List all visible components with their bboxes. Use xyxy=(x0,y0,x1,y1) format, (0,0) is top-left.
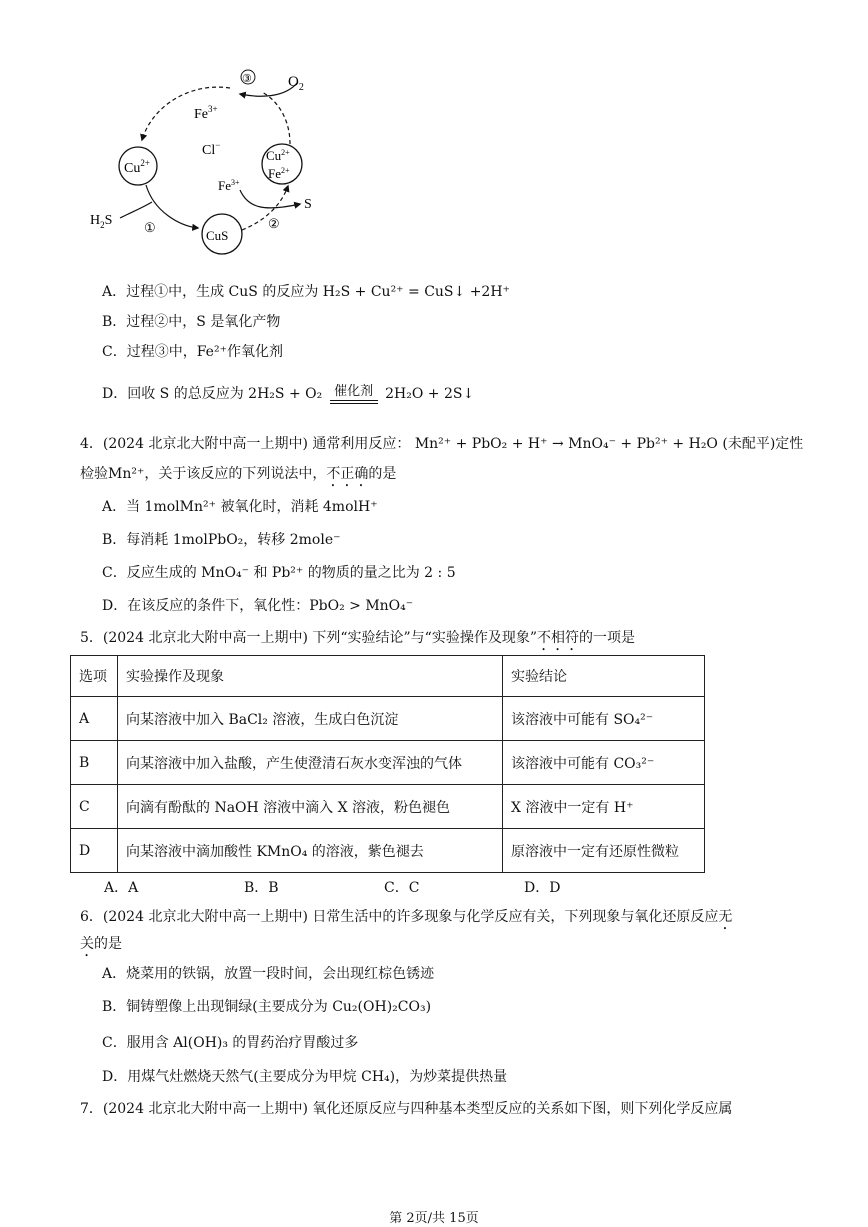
q7-stem: 7．(2024 北京北大附中高一上期中) 氧化还原反应与四种基本类型反应的关系如下图，则下列化学反应属 xyxy=(80,1101,733,1117)
table-cell: 向某溶液中滴加酸性 KMnO₄ 的溶液，紫色褪去 xyxy=(118,829,503,873)
table-row xyxy=(71,785,705,829)
fe3-mid-label: Fe xyxy=(218,178,231,193)
fe3-top-label: Fe xyxy=(194,107,208,122)
q6-option-b[interactable]: B．铜铸塑像上出现铜绿(主要成分为 Cu₂(OH)₂CO₃) xyxy=(102,999,432,1015)
q4-option-b[interactable]: B．每消耗 1molPbO₂，转移 2mole⁻ xyxy=(102,532,341,548)
q6-stem-line2: 关的是 xyxy=(80,936,122,952)
q4-stem-line2: 检验Mn²⁺，关于该反应的下列说法中，不正确的是 xyxy=(80,466,397,482)
q4-equation: Mn²⁺ + PbO₂ + H⁺ → MnO₄⁻ + Pb²⁺ + H₂O xyxy=(414,436,718,452)
table-row xyxy=(71,741,705,785)
q4-option-a[interactable]: A．当 1molMn²⁺ 被氧化时，消耗 4molH⁺ xyxy=(102,499,378,515)
table-cell: 该溶液中可能有 SO₄²⁻ xyxy=(503,697,705,741)
q4-option-c[interactable]: C．反应生成的 MnO₄⁻ 和 Pb²⁺ 的物质的量之比为 2 : 5 xyxy=(102,565,456,581)
table-cell: C xyxy=(71,785,118,829)
svg-text:O2: $O_2$ xyxy=(288,74,304,93)
s-label: S xyxy=(304,197,312,212)
q5-option-d[interactable]: D．D xyxy=(524,880,561,896)
q3-option-a[interactable]: A．过程①中，生成 CuS 的反应为 H₂S + Cu²⁺ = CuS↓ +2H⁺ xyxy=(102,284,510,300)
table-cell: D xyxy=(71,829,118,873)
svg-text:Fe3+: $Fe^{3+}$ xyxy=(194,104,218,122)
svg-text:Cu2+: $Cu^{2+}$ xyxy=(266,148,290,163)
q5-experiment-table xyxy=(70,655,705,873)
q3-option-d[interactable]: D．回收 S 的总反应为 2H₂S + O₂ 催化剂 2H₂O + 2S↓ xyxy=(102,384,475,402)
q3-option-b[interactable]: B．过程②中，S 是氧化产物 xyxy=(102,314,281,330)
cu2-label: Cu xyxy=(124,161,141,176)
svg-text:H2S: $H_2S$ xyxy=(90,213,113,230)
step2-label: ② xyxy=(268,217,280,232)
q5-answer-options xyxy=(104,877,664,897)
q6-option-d[interactable]: D．用煤气灶燃烧天然气(主要成分为甲烷 CH₄)，为炒菜提供热量 xyxy=(102,1069,508,1085)
cu2-right-label: Cu xyxy=(266,148,282,163)
reaction-cycle-diagram xyxy=(80,62,340,262)
arc-fe3-to-s xyxy=(240,190,300,208)
table-header-cell: 实验结论 xyxy=(503,656,705,697)
table-cell: 该溶液中可能有 CO₃²⁻ xyxy=(503,741,705,785)
q6-option-a[interactable]: A．烧菜用的铁锅，放置一段时间，会出现红棕色锈迹 xyxy=(102,966,435,982)
q4-stem-line1: 4．(2024 北京北大附中高一上期中) 通常利用反应： Mn²⁺ + PbO₂ + H⁺ → MnO₄⁻ + Pb²⁺ + H₂O (未配平)定性 xyxy=(80,436,804,452)
arc-h2s-in xyxy=(120,202,152,218)
arc-right-to-fe3 xyxy=(262,92,290,144)
step1-label: ① xyxy=(144,221,156,236)
table-header-cell: 选项 xyxy=(71,656,118,697)
table-row xyxy=(71,697,705,741)
table-row xyxy=(71,829,705,873)
svg-text:Fe3+: $Fe^{3+}$ xyxy=(218,178,240,193)
table-cell: 原溶液中一定有还原性微粒 xyxy=(503,829,705,873)
step3-label: ③ xyxy=(242,72,252,85)
table-cell: 向滴有酚酞的 NaOH 溶液中滴入 X 溶液，粉色褪色 xyxy=(118,785,503,829)
svg-text:Cl−: Cl− xyxy=(202,140,221,158)
table-header-row xyxy=(71,656,705,697)
table-cell: 向某溶液中加入 BaCl₂ 溶液，生成白色沉淀 xyxy=(118,697,503,741)
q5-option-b[interactable]: B．B xyxy=(244,880,279,896)
q5-stem: 5．(2024 北京北大附中高一上期中) 下列“实验结论”与“实验操作及现象”不相符的一项是 xyxy=(80,630,635,646)
q6-stem-line1: 6．(2024 北京北大附中高一上期中) 日常生活中的许多现象与化学反应有关，下列现象与氧化还原反应无 xyxy=(80,909,733,925)
cus-label: CuS xyxy=(206,228,229,243)
q6-option-c[interactable]: C．服用含 Al(OH)₃ 的胃药治疗胃酸过多 xyxy=(102,1035,359,1051)
table-header-cell: 实验操作及现象 xyxy=(118,656,503,697)
q3-option-a-equation: H₂S + Cu²⁺ = CuS↓ +2H⁺ xyxy=(322,284,510,300)
svg-text:Cu2+: $Cu^{2+}$ xyxy=(124,158,150,176)
cl-label: Cl xyxy=(202,143,216,158)
catalyst-condition: 催化剂 xyxy=(330,384,378,404)
q5-option-c[interactable]: C．C xyxy=(384,880,420,896)
q5-option-a[interactable]: A．A xyxy=(104,880,139,896)
svg-text:Fe2+: $Fe^{2+}$ xyxy=(268,166,290,181)
table-cell: X 溶液中一定有 H⁺ xyxy=(503,785,705,829)
table-cell: 向某溶液中加入盐酸，产生使澄清石灰水变浑浊的气体 xyxy=(118,741,503,785)
table-cell: A xyxy=(71,697,118,741)
table-cell: B xyxy=(71,741,118,785)
fe2-right-label: Fe xyxy=(268,166,281,181)
q3-option-c[interactable]: C．过程③中，Fe²⁺作氧化剂 xyxy=(102,344,283,360)
q4-option-d[interactable]: D．在该反应的条件下，氧化性：PbO₂ > MnO₄⁻ xyxy=(102,598,414,614)
page-number-footer: 第 2页/共 15页 xyxy=(389,1211,479,1226)
h2s-label: H xyxy=(90,213,101,228)
o2-label: O xyxy=(288,74,299,90)
